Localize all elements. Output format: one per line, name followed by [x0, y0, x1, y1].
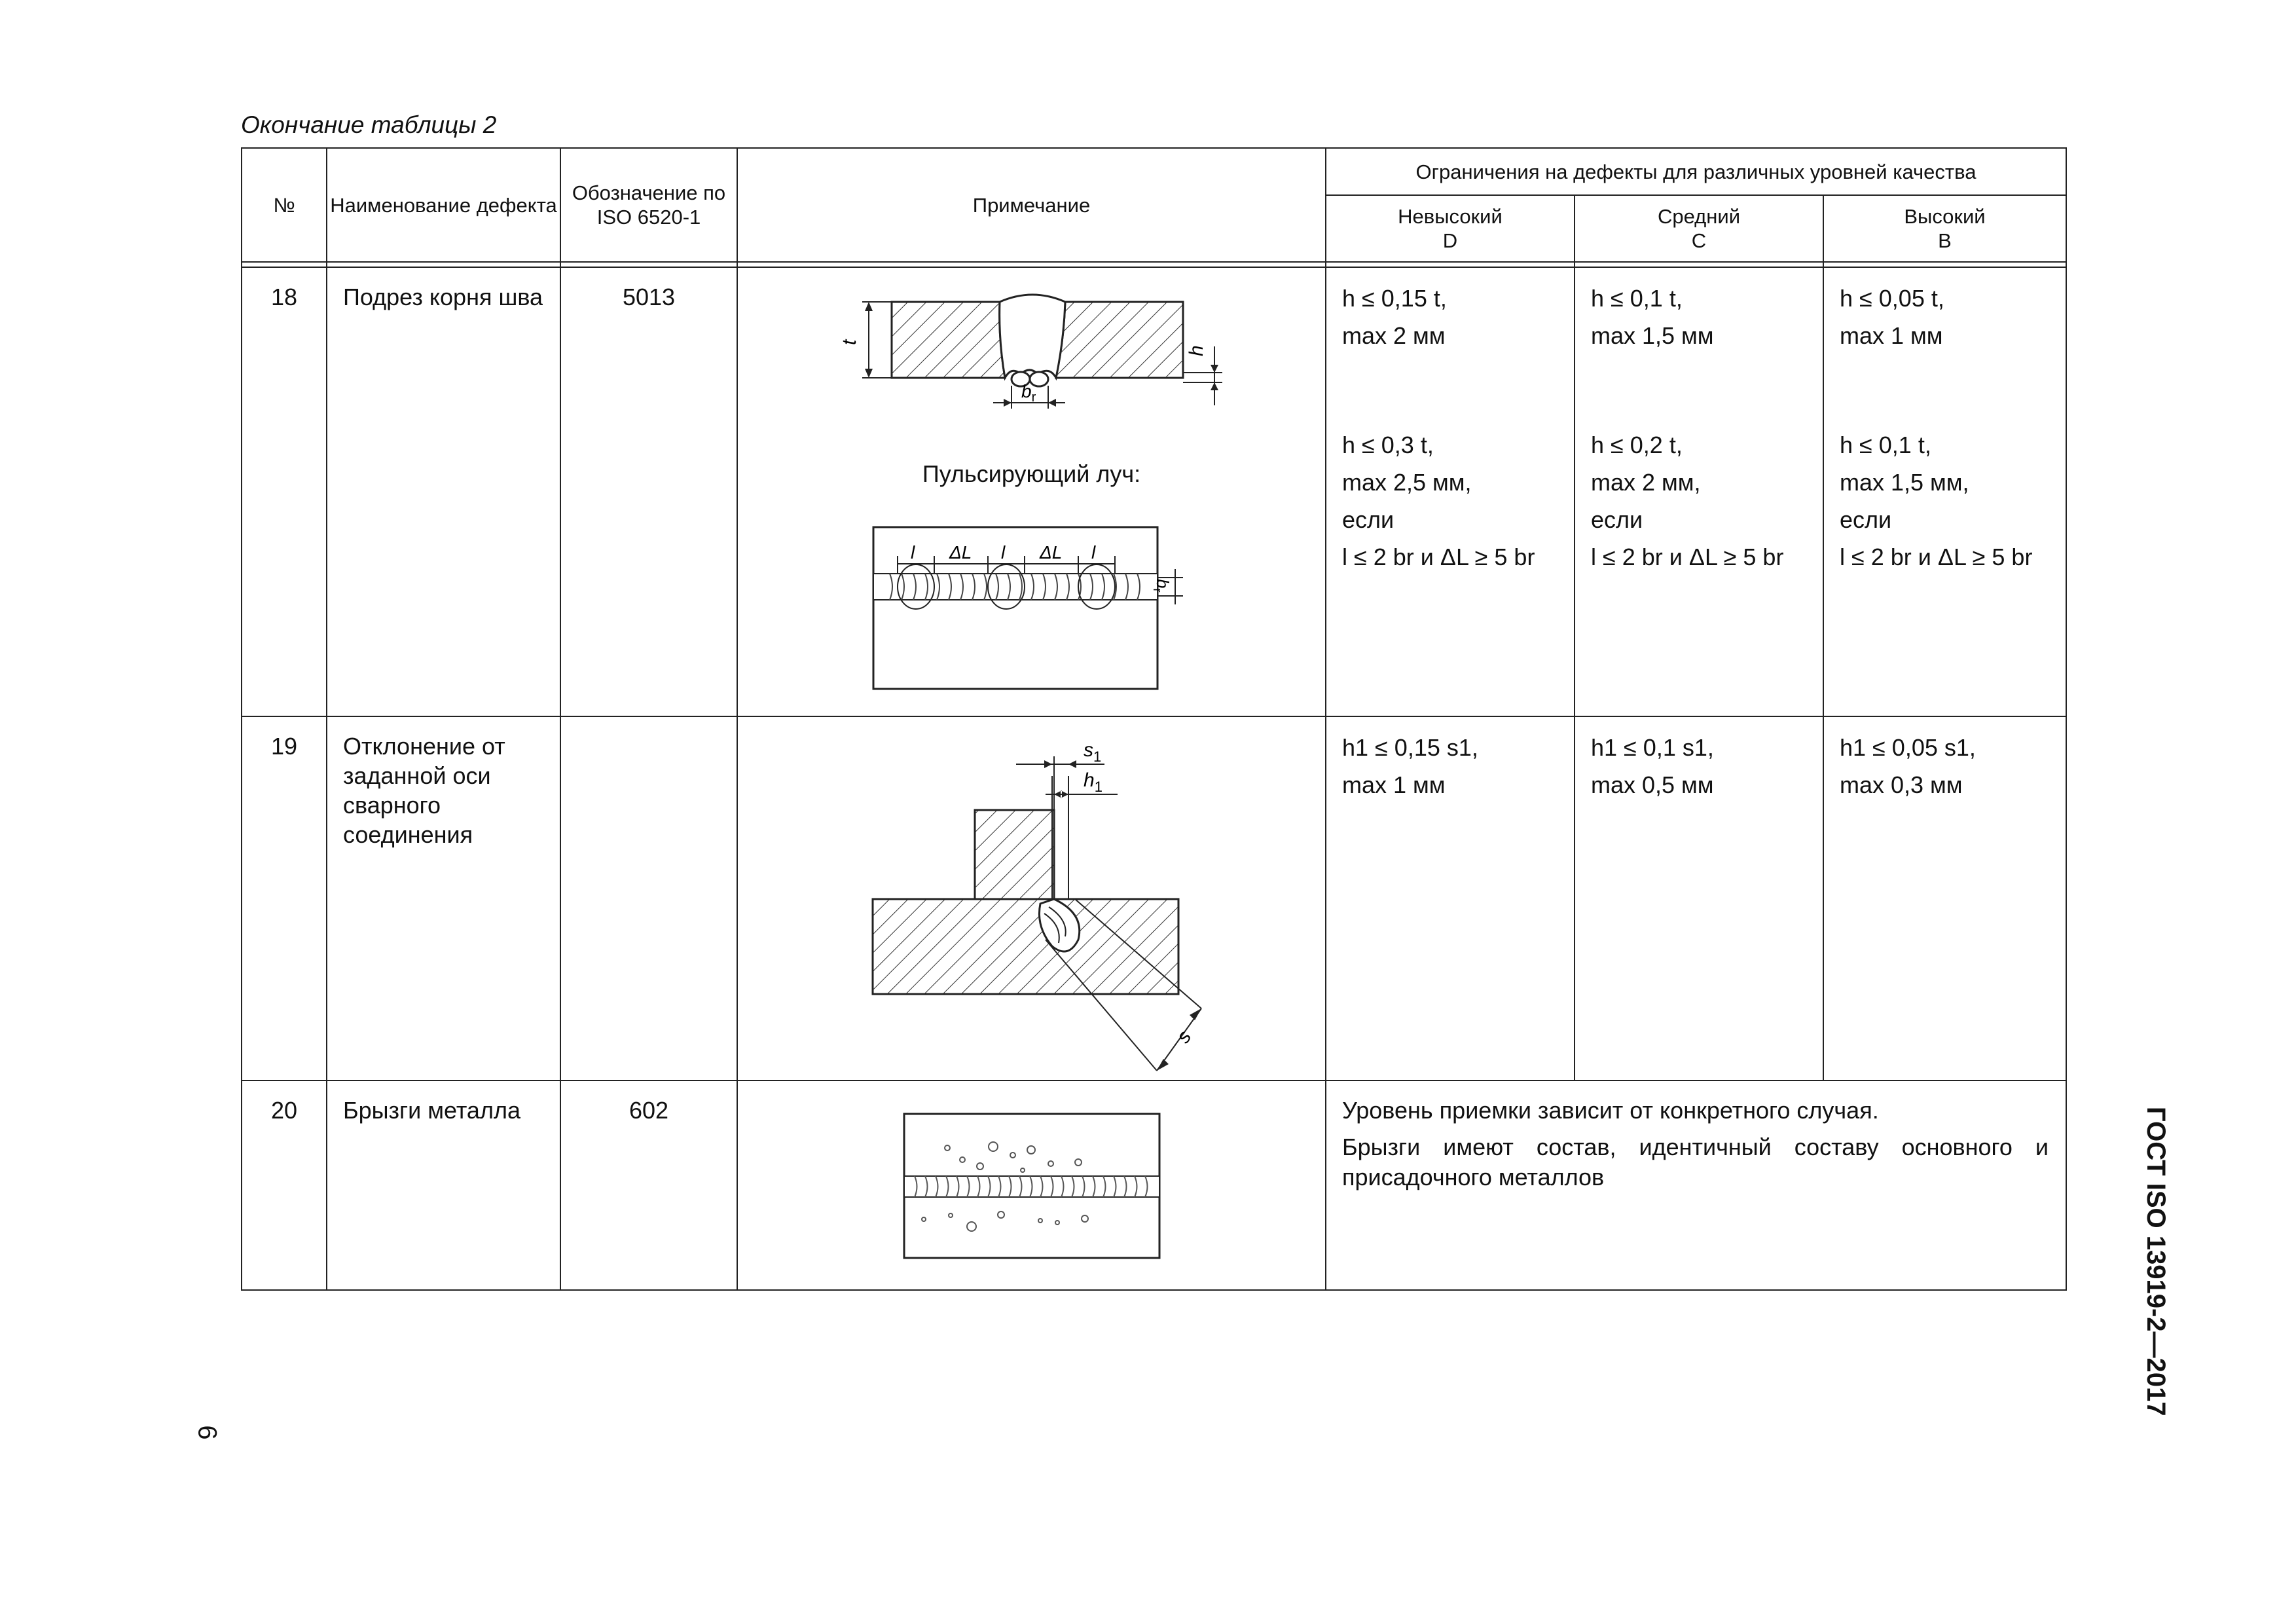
spatter-text-2: Брызги имеют состав, идентичный составу основного и присадочного металлов [1342, 1134, 2049, 1190]
pulse-label-l-2: l [1001, 542, 1006, 563]
note-figure-cell [737, 1080, 1326, 1290]
defects-table [241, 147, 2067, 1291]
pulse-label-dl-2: ΔL [1040, 542, 1063, 563]
limit-d-b2: max 2,5 мм, [1342, 469, 1472, 496]
table-row [242, 267, 2066, 716]
spatter-figure [738, 1081, 1326, 1291]
limit-level-b [1823, 267, 2066, 716]
pulse-label-dl-1: ΔL [949, 542, 972, 563]
root-undercut-figure [738, 268, 1326, 717]
table-row [242, 716, 2066, 1080]
pulse-label-l-3: l [1091, 542, 1096, 563]
dimension-label-h1: h [1084, 769, 1095, 791]
iso-code: 5013 [560, 267, 737, 716]
limit-c-b3: если [1591, 506, 1643, 533]
limit-c-a1: h1 ≤ 0,1 s1, [1591, 734, 1714, 761]
dimension-label-s1-sub: 1 [1093, 748, 1102, 765]
limit-c-a2: max 0,5 мм [1591, 771, 1714, 798]
dimension-label-h1-sub: 1 [1094, 779, 1102, 795]
dimension-label-s: s [1172, 1026, 1196, 1048]
limit-c-b2: max 2 мм, [1591, 469, 1701, 496]
limit-b-a1: h ≤ 0,05 t, [1840, 285, 1944, 312]
pulse-label-br-sub: r [1151, 588, 1164, 593]
dimension-label-br: b [1021, 381, 1032, 401]
spatter-text-1: Уровень приемки зависит от конкретного случая. [1342, 1097, 1879, 1124]
limit-d-a2: max 1 мм [1342, 771, 1446, 798]
dimension-label-h: h [1186, 345, 1207, 356]
dimension-label-br-sub: r [1031, 390, 1036, 405]
limit-d-b3: если [1342, 506, 1394, 533]
limit-b-b3: если [1840, 506, 1892, 533]
header-level-b: Высокий B [1823, 195, 2066, 262]
limit-d-a1: h ≤ 0,15 t, [1342, 285, 1447, 312]
limit-b-b4: l ≤ 2 br и ΔL ≥ 5 br [1840, 544, 2033, 570]
dimension-label-t: t [839, 339, 860, 345]
header-designation: Обозначение по ISO 6520-1 [560, 148, 737, 262]
pulse-label-br: b [1153, 579, 1173, 589]
svg-text:s1 [1084, 739, 1101, 765]
limit-b-a2: max 1 мм [1840, 322, 1943, 349]
limit-c-b1: h ≤ 0,2 t, [1591, 432, 1683, 458]
note-figure-cell [737, 267, 1326, 716]
limit-d-b4: l ≤ 2 br и ΔL ≥ 5 br [1342, 544, 1535, 570]
limit-level-c [1575, 716, 1823, 1080]
header-level-d: Невысокий D [1326, 195, 1575, 262]
header-note: Примечание [737, 148, 1326, 262]
row-num: 20 [242, 1080, 327, 1290]
iso-code [560, 716, 737, 1080]
header-limits: Ограничения на дефекты для различных уровней качества [1326, 148, 2066, 195]
iso-code: 602 [560, 1080, 737, 1290]
svg-text:h1 [1084, 769, 1102, 795]
defect-name: Брызги металла [327, 1080, 560, 1290]
row-num: 18 [242, 267, 327, 716]
limit-b-a1: h1 ≤ 0,05 s1, [1840, 734, 1976, 761]
limit-level-d [1326, 716, 1575, 1080]
limit-c-a1: h ≤ 0,1 t, [1591, 285, 1683, 312]
pulse-beam-label: Пульсирующий луч: [922, 460, 1141, 487]
limit-d-a1: h1 ≤ 0,15 s1, [1342, 734, 1478, 761]
limit-c-a2: max 1,5 мм [1591, 322, 1714, 349]
note-figure-cell [737, 716, 1326, 1080]
dimension-label-s1: s [1084, 739, 1093, 761]
limit-d-b1: h ≤ 0,3 t, [1342, 432, 1434, 458]
limit-level-d [1326, 267, 1575, 716]
limit-b-b1: h ≤ 0,1 t, [1840, 432, 1931, 458]
header-level-c: Средний C [1575, 195, 1823, 262]
table-row [242, 1080, 2066, 1290]
document-title: ГОСТ ISO 13919-2—2017 [2141, 1107, 2170, 1416]
limit-c-b4: l ≤ 2 br и ΔL ≥ 5 br [1591, 544, 1784, 570]
table-caption: Окончание таблицы 2 [241, 111, 497, 138]
defect-name: Отклонение от заданной оси сварного соединения [327, 716, 560, 1080]
header-num: № [242, 148, 327, 262]
limit-b-a2: max 0,3 мм [1840, 771, 1963, 798]
limit-d-a2: max 2 мм [1342, 322, 1446, 349]
row-num: 19 [242, 716, 327, 1080]
svg-text:br [1151, 579, 1173, 592]
limit-b-b2: max 1,5 мм, [1840, 469, 1969, 496]
limit-level-c [1575, 267, 1823, 716]
pulse-label-l-1: l [911, 542, 915, 563]
page-number: 6 [192, 1425, 222, 1440]
defect-name: Подрез корня шва [327, 267, 560, 716]
limits-spatter [1326, 1080, 2066, 1290]
header-name: Наименование дефекта [327, 148, 560, 262]
limit-level-b [1823, 716, 2066, 1080]
axis-deviation-figure [738, 717, 1326, 1081]
